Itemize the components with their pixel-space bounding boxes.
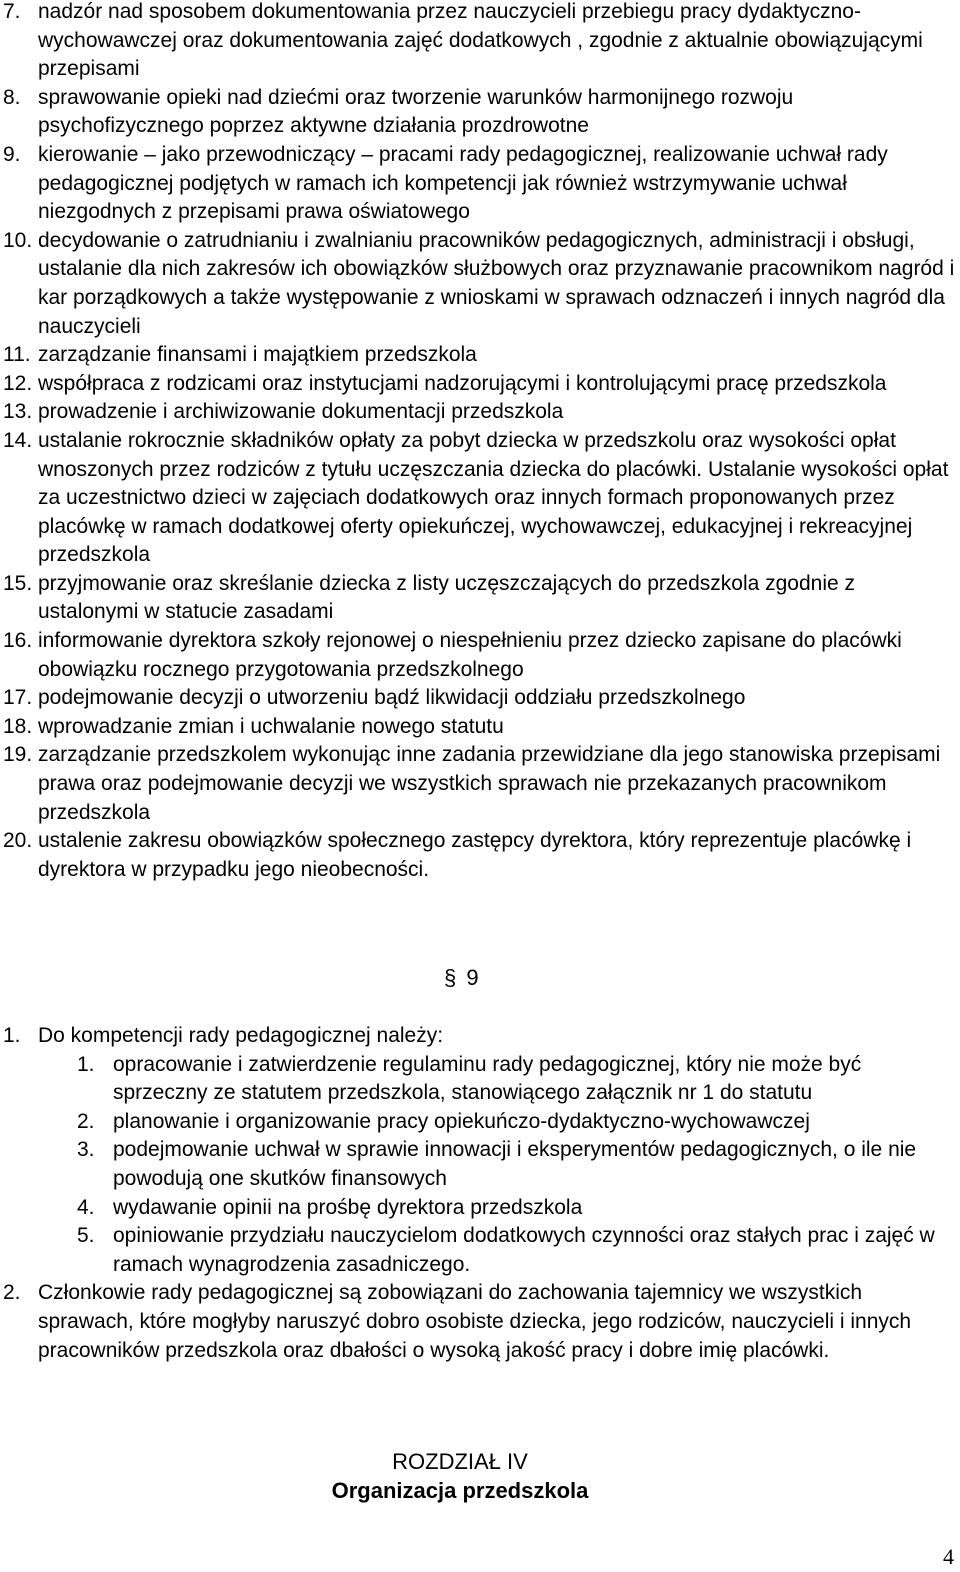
item-text: kierowanie – jako przewodniczący – pracami rady pedagogicznej, realizowanie uchwał rady pedagogicznej podjętych w ramach ich kompetencji jak również wstrzymywanie uchwał niezgodnych z przepisami prawa oświatowego	[38, 142, 888, 224]
paragraph-number: 1.	[3, 1024, 21, 1047]
list-item	[0, 627, 955, 684]
paragraph-text: Do kompetencji rady pedagogicznej należy:	[38, 1024, 444, 1047]
list-item	[0, 741, 955, 827]
item-text: wprowadzanie zmian i uchwalanie nowego statutu	[38, 714, 504, 738]
item-text: nadzór nad sposobem dokumentowania przez nauczycieli przebiegu pracy dydaktyczno-wychowawczej oraz dokumentowania zajęć dodatkowych , zgodnie z aktualnie obowiązującymi przepisami	[38, 0, 923, 81]
item-number: 12.	[3, 371, 33, 395]
section-heading: § 9	[444, 965, 481, 990]
sub-item-text: opiniowanie przydziału nauczycielom dodatkowych czynności oraz stałych prac i zajęć w ramach wynagrodzenia zasadniczego.	[113, 1224, 935, 1276]
item-number: 19.	[3, 743, 33, 767]
item-text: zarządzanie finansami i majątkiem przedszkola	[38, 343, 477, 367]
item-number: 10.	[3, 228, 33, 252]
list-item	[0, 341, 955, 370]
sub-list-item	[0, 1051, 955, 1108]
item-text: współpraca z rodzicami oraz instytucjami nadzorującymi i kontrolującymi pracę przedszkola	[38, 371, 887, 395]
item-number: 7.	[3, 0, 21, 23]
item-text: informowanie dyrektora szkoły rejonowej o niespełnieniu przez dziecko zapisane do placówki obowiązku rocznego przygotowania przedszkolnego	[38, 629, 902, 681]
sub-item-number: 2.	[77, 1109, 95, 1133]
item-number: 14.	[3, 428, 33, 452]
item-number: 15.	[3, 571, 33, 595]
item-number: 11.	[3, 343, 31, 367]
sub-list-item	[0, 1222, 955, 1279]
item-number: 20.	[3, 829, 33, 853]
sub-item-text: wydawanie opinii na prośbę dyrektora przedszkola	[113, 1195, 583, 1219]
list-item	[0, 0, 955, 84]
sub-list-item	[0, 1194, 955, 1223]
sub-list-item	[0, 1136, 955, 1193]
page-number: 4	[943, 1544, 954, 1569]
item-text: ustalanie rokrocznie składników opłaty za pobyt dziecka w przedszkolu oraz wysokości opłat wnoszonych przez rodziców z tytułu uczęszczania dziecka do placówki. Ustalanie wysokości opłat za uczestnictwo dzieci w zajęciach dodatkowych oraz innych formach proponowanych przez placówkę w ramach dodatkowej oferty opiekuńczej, wychowawczej, edukacyjnej i rekreacyjnej przedszkola	[38, 428, 949, 567]
item-text: sprawowanie opieki nad dziećmi oraz tworzenie warunków harmonijnego rozwoju psychofizycznego poprzez aktywne działania prozdrowotne	[38, 85, 794, 138]
chapter-title: Organizacja przedszkola	[331, 1478, 589, 1503]
council-competences-list	[38, 1051, 955, 1280]
item-text: podejmowanie decyzji o utworzeniu bądź likwidacji oddziału przedszkolnego	[38, 686, 746, 710]
paragraph-item	[0, 1022, 955, 1279]
sub-item-number: 5.	[77, 1224, 95, 1248]
paragraph-text: Członkowie rady pedagogicznej są zobowiązani do zachowania tajemnicy we wszystkich sprawach, które mogłyby naruszyć dobro osobiste dziecka, jego rodziców, nauczycieli i innych pracowników przedszkola oraz dbałości o wysoką jakość pracy i dobre imię placówki.	[38, 1281, 912, 1362]
item-number: 17.	[3, 686, 33, 710]
sub-item-text: podejmowanie uchwał w sprawie innowacji i eksperymentów pedagogicznych, o ile nie powodują one skutków finansowych	[113, 1138, 917, 1190]
item-text: przyjmowanie oraz skreślanie dziecka z listy uczęszczających do przedszkola zgodnie z ustalonymi w statucie zasadami	[38, 571, 856, 624]
paragraph-number: 2.	[3, 1281, 21, 1305]
list-item	[0, 570, 955, 627]
sub-item-text: planowanie i organizowanie pracy opiekuńczo-dydaktyczno-wychowawczej	[113, 1109, 810, 1133]
sub-item-number: 4.	[77, 1195, 95, 1219]
sub-item-number: 1.	[77, 1052, 95, 1076]
section-paragraphs	[0, 1022, 955, 1365]
sub-item-text: opracowanie i zatwierdzenie regulaminu rady pedagogicznej, który nie może być sprzeczny ze statutem przedszkola, stanowiącego załącznik nr 1 do statutu	[113, 1052, 862, 1105]
list-item	[0, 427, 955, 570]
list-item	[0, 227, 955, 341]
item-text: decydowanie o zatrudnianiu i zwalnianiu pracowników pedagogicznych, administracji i obsługi, ustalanie dla nich zakresów ich obowiązków służbowych oraz przyznawanie pracownikom nagród i kar porządkowych a także występowanie z wnioskami w sprawach odznaczeń i innych nagród dla nauczycieli	[38, 228, 955, 338]
item-text: ustalenie zakresu obowiązków społecznego zastępcy dyrektora, który reprezentuje placówkę i dyrektora w przypadku jego nieobecności.	[38, 829, 912, 881]
item-number: 9.	[3, 142, 21, 166]
sub-item-number: 3.	[77, 1138, 95, 1162]
list-item	[0, 370, 955, 399]
item-number: 18.	[3, 714, 33, 738]
item-number: 16.	[3, 629, 33, 653]
item-number: 13.	[3, 400, 33, 424]
item-text: prowadzenie i archiwizowanie dokumentacji przedszkola	[38, 400, 564, 424]
sub-list-item	[0, 1108, 955, 1137]
list-item	[0, 713, 955, 742]
list-item	[0, 84, 955, 141]
paragraph-item	[0, 1279, 955, 1365]
list-item	[0, 398, 955, 427]
list-item	[0, 827, 955, 884]
chapter-label: ROZDZIAŁ IV	[392, 1449, 528, 1474]
item-text: zarządzanie przedszkolem wykonując inne zadania przewidziane dla jego stanowiska przepisami prawa oraz podejmowanie decyzji we wszystkich sprawach nie przekazanych pracownikom przedszkola	[38, 743, 941, 824]
list-item	[0, 684, 955, 713]
list-item	[0, 141, 955, 227]
item-number: 8.	[3, 85, 21, 109]
